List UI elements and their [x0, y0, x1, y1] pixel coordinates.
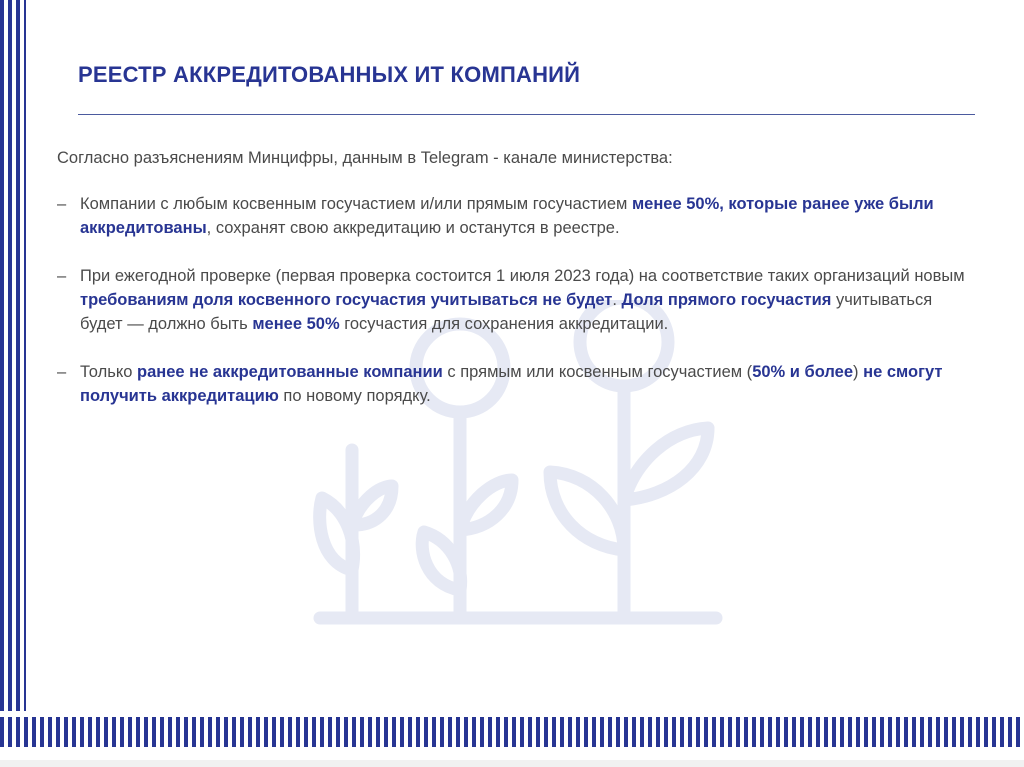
bullet-text: по новому порядку.: [278, 387, 431, 405]
page-title: РЕЕСТР АККРЕДИТОВАННЫХ ИТ КОМПАНИЙ: [78, 62, 581, 87]
bullet-highlight: требованиям доля косвенного госучастия учитываться не будет: [80, 291, 613, 309]
left-stripe-border: [0, 0, 30, 711]
bullet-dash: –: [57, 267, 67, 285]
bullet-dash: –: [57, 363, 67, 381]
bullet-highlight: не смогут получить аккредитацию: [80, 363, 943, 405]
bullet-text: ): [853, 363, 864, 381]
bullet-text: .: [612, 291, 622, 309]
bullet-text: , сохранят свою аккредитацию и останутся в реестре.: [206, 219, 620, 237]
bullet-text: госучастия для сохранения аккредитации.: [339, 315, 669, 333]
bullet-item: [57, 360, 977, 408]
bullet-item: [57, 192, 977, 240]
bullet-text: Только: [80, 363, 137, 381]
bullet-highlight: менее 50%: [252, 315, 340, 333]
bullet-highlight: ранее не аккредитованные компании: [137, 363, 443, 381]
bullet-highlight: менее 50%, которые ранее уже были аккредитованы: [80, 195, 934, 237]
slide-body: [57, 146, 977, 432]
intro-text: Согласно разъяснениям Минцифры, данным в Telegram - канале министерства:: [57, 149, 673, 167]
bullet-text: Компании с любым косвенным госучастием и/или прямым госучастием: [80, 195, 632, 213]
bullet-highlight: Доля прямого госучастия: [621, 291, 832, 309]
bullet-item: [57, 264, 977, 336]
bullet-highlight: 50% и более: [752, 363, 854, 381]
bottom-stripe-border: [0, 717, 1024, 747]
title-divider: [78, 114, 975, 115]
bullet-text: учитываться будет — должно быть: [80, 291, 933, 333]
bullet-text: с прямым или косвенным госучастием (: [442, 363, 753, 381]
bullet-dash: –: [57, 195, 67, 213]
bullet-text: При ежегодной проверке (первая проверка состоится 1 июля 2023 года) на соответствие таких организаций новым: [80, 267, 965, 285]
